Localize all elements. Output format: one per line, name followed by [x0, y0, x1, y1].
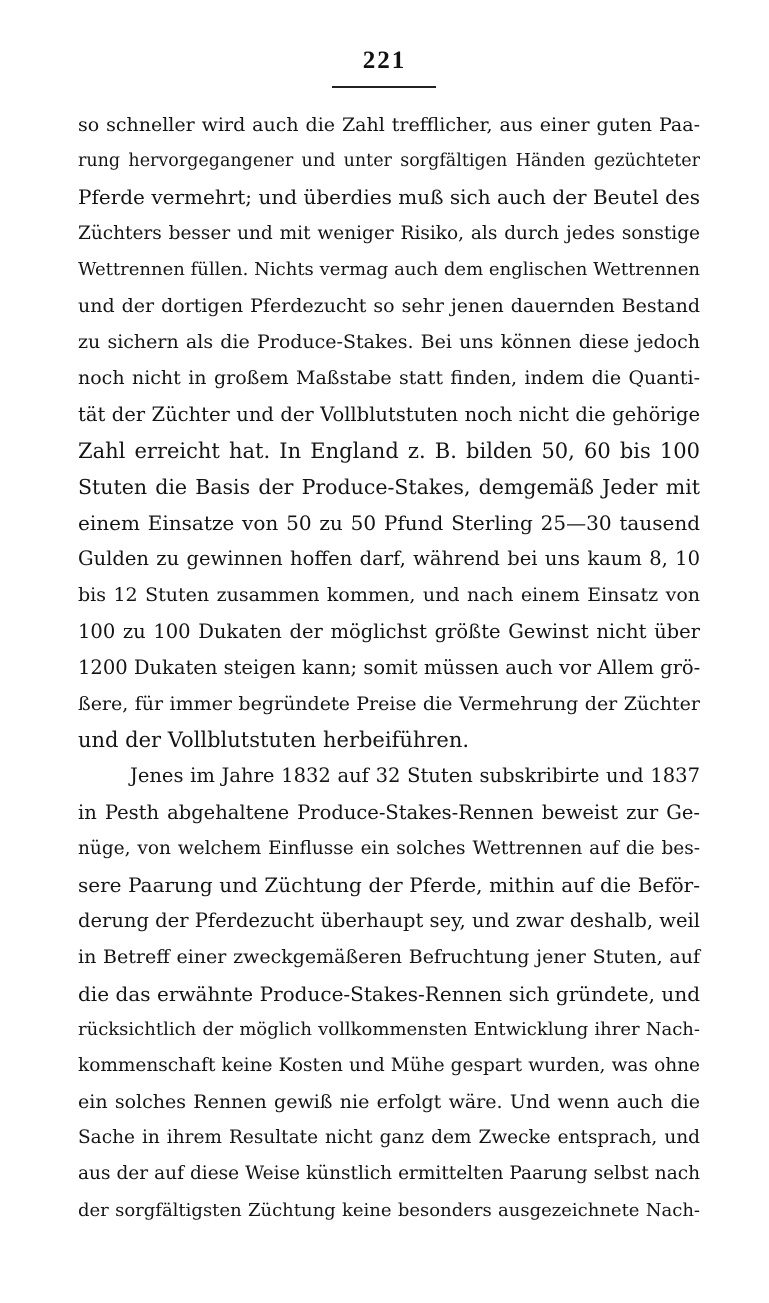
- text-line: so schneller wird auch die Zahl trefflicher, aus einer guten Paa-: [78, 114, 700, 136]
- text-line: in Betreff einer zweckgemäßeren Befruchtung jener Stuten, auf: [78, 946, 700, 969]
- text-line: derung der Pferdezucht überhaupt sey, und zwar deshalb, weil: [78, 909, 700, 933]
- text-line: in Pesth abgehaltene Produce-Stakes-Rennen beweist zur Ge-: [78, 800, 700, 824]
- text-line: ßere, für immer begründete Preise die Vermehrung der Züchter: [78, 693, 700, 715]
- text-line: Züchters besser und mit weniger Risiko, als durch jedes sonstige: [78, 222, 700, 244]
- text-line: tät der Züchter und der Vollblutstuten noch nicht die gehörige: [78, 402, 700, 426]
- text-line: kommenschaft keine Kosten und Mühe gespart wurden, was ohne: [78, 1054, 700, 1076]
- text-line: zu sichern als die Produce-Stakes. Bei uns können diese jedoch: [78, 331, 700, 354]
- body-text: [78, 107, 700, 1229]
- text-line: rung hervorgegangener und unter sorgfältigen Händen gezüchteter: [78, 151, 700, 172]
- page-number: 221: [362, 47, 407, 74]
- text-line: Gulden zu gewinnen hoffen darf, während bei uns kaum 8, 10: [78, 547, 700, 571]
- text-line: und der dortigen Pferdezucht so sehr jenen dauernden Bestand: [78, 294, 700, 317]
- text-line: ein solches Rennen gewiß nie erfolgt wäre. Und wenn auch die: [78, 1091, 700, 1114]
- text-line: noch nicht in großem Maßstabe statt finden, indem die Quanti-: [78, 367, 700, 390]
- text-line: bis 12 Stuten zusammen kommen, und nach einem Einsatz von: [78, 584, 700, 607]
- text-line: Stuten die Basis der Produce-Stakes, demgemäß Jeder mit: [78, 474, 700, 499]
- text-line: sere Paarung und Züchtung der Pferde, mithin auf die Beför-: [78, 872, 700, 897]
- text-line: Wettrennen füllen. Nichts vermag auch dem englischen Wettrennen: [78, 258, 700, 280]
- header-rule: [332, 86, 436, 88]
- text-line: Jenes im Jahre 1832 auf 32 Stuten subskribirte und 1837: [130, 764, 700, 788]
- text-line: Sache in ihrem Resultate nicht ganz dem Zwecke entsprach, und: [78, 1127, 700, 1149]
- text-line: 100 zu 100 Dukaten der möglichst größte Gewinst nicht über: [78, 619, 700, 643]
- text-line: der sorgfältigsten Züchtung keine besonders ausgezeichnete Nach-: [78, 1199, 700, 1221]
- page-header: [0, 46, 769, 76]
- text-line: und der Vollblutstuten herbeiführen.: [78, 728, 470, 753]
- text-line: 1200 Dukaten steigen kann; somit müssen auch vor Allem grö-: [78, 655, 701, 679]
- text-line: nüge, von welchem Einflusse ein solches Wettrennen auf die bes-: [78, 837, 700, 859]
- text-line: Pferde vermehrt; und überdies muß sich auch der Beutel des: [78, 185, 700, 210]
- text-line: rücksichtlich der möglich vollkommensten Entwicklung ihrer Nach-: [78, 1018, 700, 1040]
- text-line: die das erwähnte Produce-Stakes-Rennen sich gründete, und: [78, 981, 700, 1006]
- text-line: aus der auf diese Weise künstlich ermittelten Paarung selbst nach: [78, 1163, 700, 1185]
- text-line: einem Einsatze von 50 zu 50 Pfund Sterling 25—30 tausend: [78, 511, 700, 536]
- text-line: Zahl erreicht hat. In England z. B. bilden 50, 60 bis 100: [78, 438, 700, 463]
- paragraph: [78, 107, 700, 758]
- paragraph: [78, 758, 700, 1228]
